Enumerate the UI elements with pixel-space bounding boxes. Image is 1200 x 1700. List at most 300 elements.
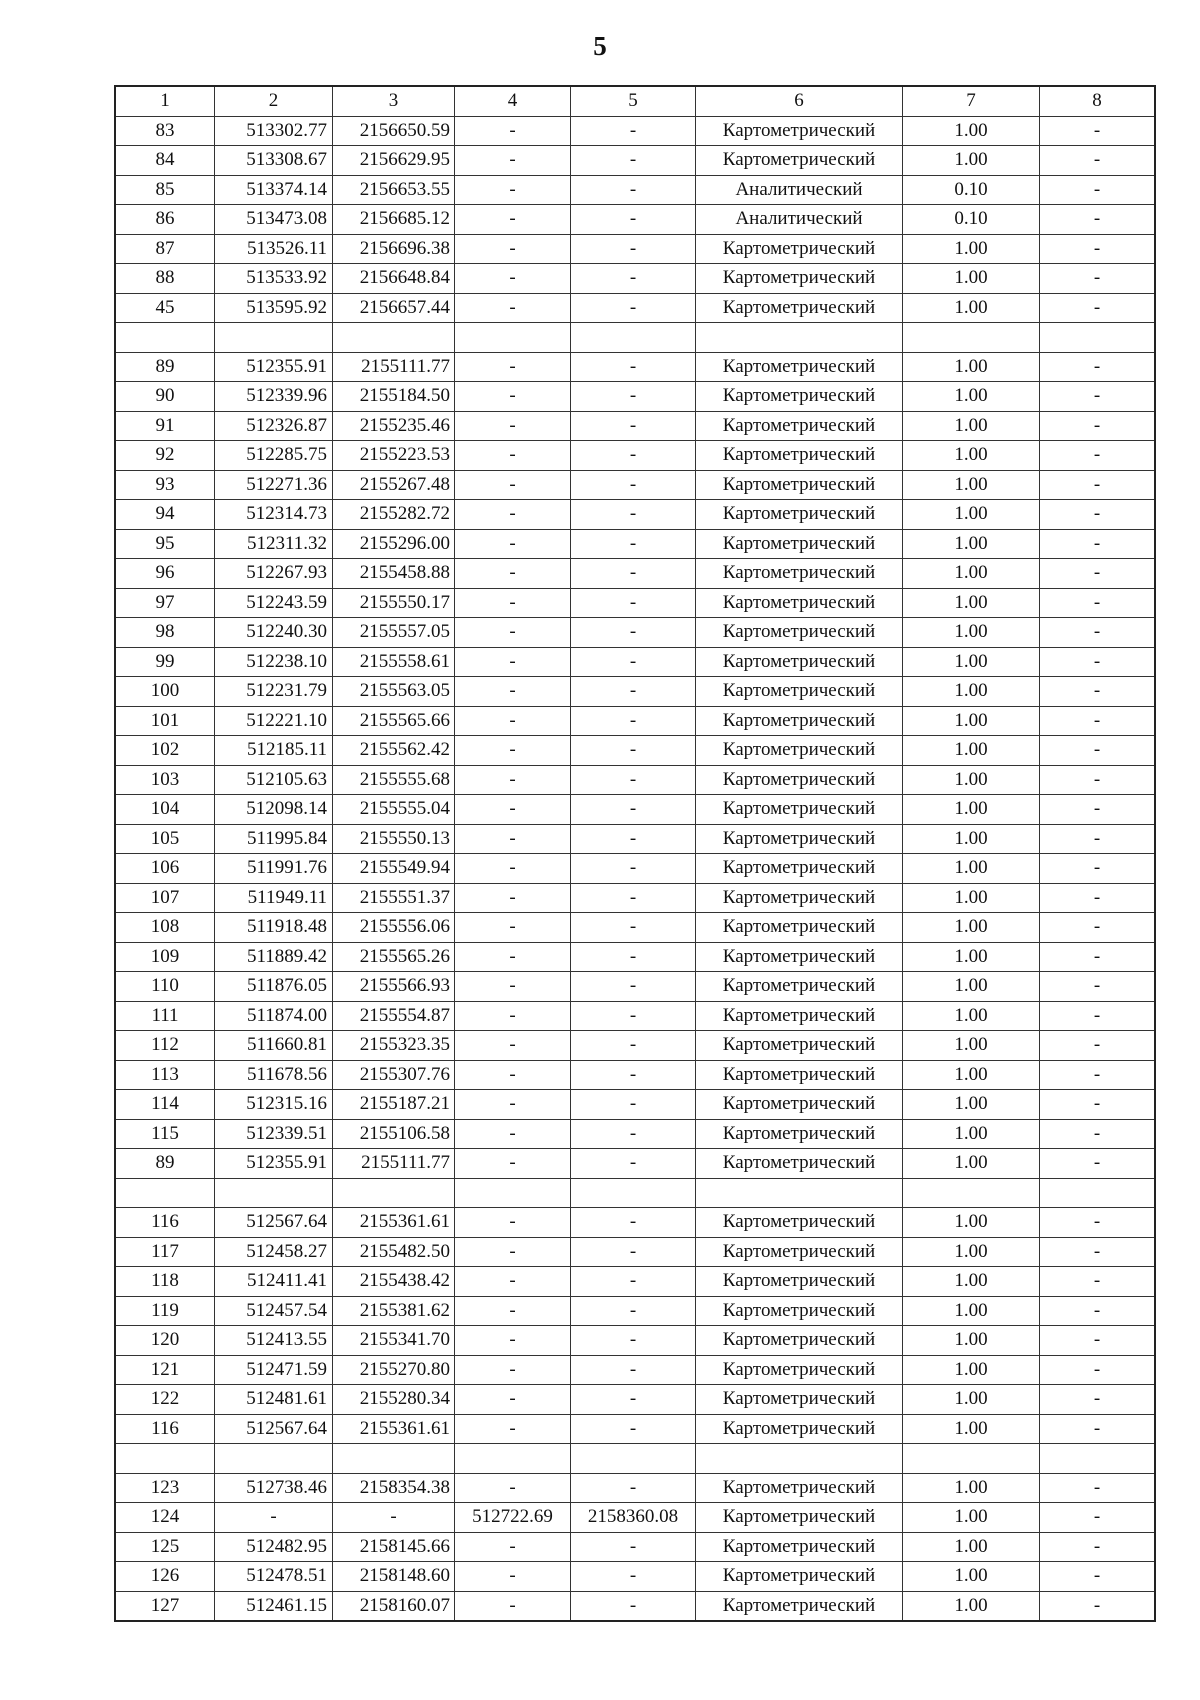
table-cell: Картометрический bbox=[696, 1414, 903, 1444]
table-cell: 513302.77 bbox=[215, 116, 333, 146]
table-cell: 2155223.53 bbox=[333, 441, 455, 471]
table-cell: 1.00 bbox=[903, 234, 1040, 264]
table-row bbox=[115, 736, 1155, 766]
table-cell: 92 bbox=[115, 441, 215, 471]
table-cell: - bbox=[571, 1562, 696, 1592]
table-cell: 2158145.66 bbox=[333, 1532, 455, 1562]
table-cell: 2156650.59 bbox=[333, 116, 455, 146]
table-row bbox=[115, 529, 1155, 559]
table-cell: - bbox=[571, 677, 696, 707]
table-cell: - bbox=[455, 1090, 571, 1120]
table-cell: 2155554.87 bbox=[333, 1001, 455, 1031]
table-cell: 512105.63 bbox=[215, 765, 333, 795]
table-cell: - bbox=[455, 795, 571, 825]
table-cell: - bbox=[455, 1149, 571, 1179]
table-cell: Картометрический bbox=[696, 500, 903, 530]
table-cell: - bbox=[1040, 116, 1156, 146]
table-cell: - bbox=[455, 1473, 571, 1503]
table-cell: 512098.14 bbox=[215, 795, 333, 825]
table-cell: 1.00 bbox=[903, 736, 1040, 766]
table-cell: - bbox=[571, 1414, 696, 1444]
table-row bbox=[115, 972, 1155, 1002]
table-cell: - bbox=[571, 618, 696, 648]
table-cell: - bbox=[455, 1031, 571, 1061]
table-row bbox=[115, 1326, 1155, 1356]
table-row bbox=[115, 913, 1155, 943]
table-cell: 97 bbox=[115, 588, 215, 618]
table-cell: - bbox=[455, 706, 571, 736]
table-cell: - bbox=[1040, 795, 1156, 825]
table-row bbox=[115, 500, 1155, 530]
table-cell: Картометрический bbox=[696, 736, 903, 766]
table-cell: Аналитический bbox=[696, 205, 903, 235]
table-cell: - bbox=[1040, 1296, 1156, 1326]
table-cell: - bbox=[1040, 942, 1156, 972]
table-body bbox=[115, 116, 1155, 1621]
table-cell: Картометрический bbox=[696, 588, 903, 618]
table-cell: 100 bbox=[115, 677, 215, 707]
table-cell: Картометрический bbox=[696, 913, 903, 943]
table-cell: 2155267.48 bbox=[333, 470, 455, 500]
table-cell: - bbox=[1040, 1591, 1156, 1621]
table-row bbox=[115, 1473, 1155, 1503]
table-cell: - bbox=[1040, 913, 1156, 943]
table-cell: 1.00 bbox=[903, 765, 1040, 795]
table-cell: 512326.87 bbox=[215, 411, 333, 441]
table-row bbox=[115, 706, 1155, 736]
table-row bbox=[115, 1532, 1155, 1562]
table-cell: Картометрический bbox=[696, 1503, 903, 1533]
table-cell: - bbox=[1040, 677, 1156, 707]
table-cell: - bbox=[1040, 736, 1156, 766]
table-cell: - bbox=[333, 1503, 455, 1533]
table-cell: 2158354.38 bbox=[333, 1473, 455, 1503]
table-cell: Картометрический bbox=[696, 1149, 903, 1179]
table-cell: 1.00 bbox=[903, 441, 1040, 471]
table-row bbox=[115, 795, 1155, 825]
table-cell: 2155558.61 bbox=[333, 647, 455, 677]
page-number: 5 bbox=[593, 31, 607, 61]
table-cell: 124 bbox=[115, 1503, 215, 1533]
table-cell: - bbox=[571, 588, 696, 618]
table-cell: 1.00 bbox=[903, 411, 1040, 441]
table-cell: 513533.92 bbox=[215, 264, 333, 294]
table-cell: 1.00 bbox=[903, 1296, 1040, 1326]
table-cell: 118 bbox=[115, 1267, 215, 1297]
table-cell: 2156629.95 bbox=[333, 146, 455, 176]
table-cell: 512311.32 bbox=[215, 529, 333, 559]
table-cell: 45 bbox=[115, 293, 215, 323]
table-cell: - bbox=[455, 972, 571, 1002]
table-cell: - bbox=[455, 824, 571, 854]
table-cell: 513526.11 bbox=[215, 234, 333, 264]
table-cell: - bbox=[455, 500, 571, 530]
table-cell: 2155550.13 bbox=[333, 824, 455, 854]
table-cell: 512240.30 bbox=[215, 618, 333, 648]
table-cell: 1.00 bbox=[903, 1562, 1040, 1592]
table-cell: 2156657.44 bbox=[333, 293, 455, 323]
table-cell: 104 bbox=[115, 795, 215, 825]
table-row bbox=[115, 942, 1155, 972]
table-cell: - bbox=[1040, 1355, 1156, 1385]
table-cell: 1.00 bbox=[903, 1503, 1040, 1533]
table-row bbox=[115, 323, 1155, 353]
table-cell: 1.00 bbox=[903, 1414, 1040, 1444]
table-cell: 2155361.61 bbox=[333, 1414, 455, 1444]
table-cell: - bbox=[1040, 883, 1156, 913]
table-row bbox=[115, 116, 1155, 146]
table-cell: 1.00 bbox=[903, 942, 1040, 972]
table-cell: 2155282.72 bbox=[333, 500, 455, 530]
table-cell: 1.00 bbox=[903, 913, 1040, 943]
column-header: 5 bbox=[571, 86, 696, 116]
table-cell: - bbox=[455, 1237, 571, 1267]
table-cell: - bbox=[1040, 1001, 1156, 1031]
table-cell: 107 bbox=[115, 883, 215, 913]
table-cell: 512567.64 bbox=[215, 1414, 333, 1444]
table-cell: Картометрический bbox=[696, 1591, 903, 1621]
table-cell: Картометрический bbox=[696, 529, 903, 559]
table-cell: 2156653.55 bbox=[333, 175, 455, 205]
table-cell: 1.00 bbox=[903, 1031, 1040, 1061]
table-cell bbox=[571, 1444, 696, 1474]
table-cell bbox=[1040, 1178, 1156, 1208]
table-cell: Картометрический bbox=[696, 883, 903, 913]
table-cell: - bbox=[1040, 264, 1156, 294]
table-cell: - bbox=[1040, 824, 1156, 854]
table-cell bbox=[696, 1178, 903, 1208]
table-cell: - bbox=[571, 883, 696, 913]
table-cell: Картометрический bbox=[696, 795, 903, 825]
table-row bbox=[115, 1119, 1155, 1149]
table-row bbox=[115, 1355, 1155, 1385]
table-cell: - bbox=[1040, 146, 1156, 176]
table-cell: 513308.67 bbox=[215, 146, 333, 176]
table-cell: 87 bbox=[115, 234, 215, 264]
table-cell: 116 bbox=[115, 1208, 215, 1238]
table-cell: 93 bbox=[115, 470, 215, 500]
table-cell: 512315.16 bbox=[215, 1090, 333, 1120]
table-cell: 2155557.05 bbox=[333, 618, 455, 648]
table-row bbox=[115, 234, 1155, 264]
table-cell: - bbox=[455, 116, 571, 146]
table-cell bbox=[696, 1444, 903, 1474]
table-cell: 127 bbox=[115, 1591, 215, 1621]
table-cell: - bbox=[1040, 352, 1156, 382]
table-cell: Картометрический bbox=[696, 677, 903, 707]
table-cell: - bbox=[571, 529, 696, 559]
table-cell bbox=[215, 323, 333, 353]
table-cell: 85 bbox=[115, 175, 215, 205]
table-cell: - bbox=[571, 559, 696, 589]
table-cell: 113 bbox=[115, 1060, 215, 1090]
table-cell bbox=[455, 323, 571, 353]
table-row bbox=[115, 1503, 1155, 1533]
table-cell: - bbox=[571, 942, 696, 972]
table-cell: 2155381.62 bbox=[333, 1296, 455, 1326]
table-row bbox=[115, 1060, 1155, 1090]
column-header: 2 bbox=[215, 86, 333, 116]
table-cell: 89 bbox=[115, 352, 215, 382]
table-cell: 1.00 bbox=[903, 293, 1040, 323]
table-cell: - bbox=[571, 1208, 696, 1238]
table-cell: 2155307.76 bbox=[333, 1060, 455, 1090]
table-cell: Картометрический bbox=[696, 470, 903, 500]
table-cell: 513374.14 bbox=[215, 175, 333, 205]
table-cell bbox=[215, 1444, 333, 1474]
table-cell: - bbox=[1040, 1208, 1156, 1238]
table-row bbox=[115, 1267, 1155, 1297]
table-cell: Картометрический bbox=[696, 1060, 903, 1090]
table-cell: Картометрический bbox=[696, 647, 903, 677]
table-cell: 1.00 bbox=[903, 972, 1040, 1002]
table-cell: 511876.05 bbox=[215, 972, 333, 1002]
table-cell: - bbox=[571, 736, 696, 766]
table-cell: 111 bbox=[115, 1001, 215, 1031]
table-cell: 95 bbox=[115, 529, 215, 559]
table-cell: Картометрический bbox=[696, 1001, 903, 1031]
table-cell: - bbox=[1040, 1385, 1156, 1415]
table-cell: 512243.59 bbox=[215, 588, 333, 618]
table-row bbox=[115, 765, 1155, 795]
table-cell: - bbox=[455, 1414, 571, 1444]
table-cell: Картометрический bbox=[696, 1473, 903, 1503]
table-cell: 110 bbox=[115, 972, 215, 1002]
table-cell: - bbox=[455, 352, 571, 382]
table-cell: - bbox=[455, 1385, 571, 1415]
table-cell: 1.00 bbox=[903, 883, 1040, 913]
table-cell: 1.00 bbox=[903, 1355, 1040, 1385]
table-cell: 94 bbox=[115, 500, 215, 530]
table-cell: - bbox=[571, 1473, 696, 1503]
table-cell: Картометрический bbox=[696, 1119, 903, 1149]
table-cell: Картометрический bbox=[696, 618, 903, 648]
table-cell: 1.00 bbox=[903, 1326, 1040, 1356]
table-cell: 512355.91 bbox=[215, 1149, 333, 1179]
table-cell bbox=[455, 1178, 571, 1208]
table-cell: Картометрический bbox=[696, 1355, 903, 1385]
table-cell bbox=[903, 1178, 1040, 1208]
table-cell bbox=[333, 1444, 455, 1474]
table-cell: 2156648.84 bbox=[333, 264, 455, 294]
table-cell: 2155341.70 bbox=[333, 1326, 455, 1356]
table-cell: 511949.11 bbox=[215, 883, 333, 913]
table-cell: 2155280.34 bbox=[333, 1385, 455, 1415]
table-cell: - bbox=[571, 1326, 696, 1356]
table-cell: - bbox=[571, 1090, 696, 1120]
table-cell: 102 bbox=[115, 736, 215, 766]
table-cell: 512722.69 bbox=[455, 1503, 571, 1533]
table-cell bbox=[115, 1444, 215, 1474]
table-cell: - bbox=[455, 1355, 571, 1385]
table-cell: Картометрический bbox=[696, 1562, 903, 1592]
table-cell: 0.10 bbox=[903, 205, 1040, 235]
table-cell: Картометрический bbox=[696, 441, 903, 471]
table-cell: 2155323.35 bbox=[333, 1031, 455, 1061]
table-cell: 2155111.77 bbox=[333, 1149, 455, 1179]
table-cell: - bbox=[455, 234, 571, 264]
table-cell: - bbox=[455, 1119, 571, 1149]
table-cell bbox=[333, 323, 455, 353]
table-cell: - bbox=[571, 913, 696, 943]
table-cell: - bbox=[1040, 1562, 1156, 1592]
table-cell: 512457.54 bbox=[215, 1296, 333, 1326]
table-cell: 103 bbox=[115, 765, 215, 795]
table-cell: 2155106.58 bbox=[333, 1119, 455, 1149]
table-row bbox=[115, 1562, 1155, 1592]
table-row bbox=[115, 1237, 1155, 1267]
table-cell: Картометрический bbox=[696, 411, 903, 441]
table-cell: - bbox=[571, 1060, 696, 1090]
table-cell: 2155438.42 bbox=[333, 1267, 455, 1297]
table-cell: - bbox=[571, 1296, 696, 1326]
table-cell: 105 bbox=[115, 824, 215, 854]
table-cell: 1.00 bbox=[903, 146, 1040, 176]
table-cell: 1.00 bbox=[903, 1237, 1040, 1267]
table-cell: - bbox=[571, 647, 696, 677]
table-cell: Картометрический bbox=[696, 1385, 903, 1415]
table-cell: - bbox=[571, 205, 696, 235]
table-cell: 512482.95 bbox=[215, 1532, 333, 1562]
column-header: 8 bbox=[1040, 86, 1156, 116]
table-cell: 512738.46 bbox=[215, 1473, 333, 1503]
table-cell: - bbox=[455, 618, 571, 648]
table-cell: 1.00 bbox=[903, 1385, 1040, 1415]
table-cell: 1.00 bbox=[903, 382, 1040, 412]
table-row bbox=[115, 205, 1155, 235]
table-cell: 1.00 bbox=[903, 618, 1040, 648]
table-row bbox=[115, 1414, 1155, 1444]
table-cell: 1.00 bbox=[903, 1149, 1040, 1179]
table-cell bbox=[1040, 323, 1156, 353]
table-cell: - bbox=[571, 972, 696, 1002]
table-cell: 1.00 bbox=[903, 1267, 1040, 1297]
table-cell: 2155458.88 bbox=[333, 559, 455, 589]
table-cell: - bbox=[1040, 1060, 1156, 1090]
column-header: 3 bbox=[333, 86, 455, 116]
table-cell: - bbox=[571, 1001, 696, 1031]
table-cell: - bbox=[1040, 1119, 1156, 1149]
table-row bbox=[115, 677, 1155, 707]
table-cell: - bbox=[455, 1296, 571, 1326]
table-row bbox=[115, 883, 1155, 913]
table-cell: Картометрический bbox=[696, 234, 903, 264]
table-cell: - bbox=[455, 677, 571, 707]
table-cell: - bbox=[1040, 411, 1156, 441]
table-cell: - bbox=[571, 1355, 696, 1385]
table-cell: 2155562.42 bbox=[333, 736, 455, 766]
table-cell: - bbox=[1040, 854, 1156, 884]
table-cell bbox=[571, 1178, 696, 1208]
table-cell: - bbox=[1040, 234, 1156, 264]
table-cell: - bbox=[455, 1267, 571, 1297]
table-row bbox=[115, 411, 1155, 441]
table-cell: 512339.96 bbox=[215, 382, 333, 412]
table-row bbox=[115, 382, 1155, 412]
table-cell: 1.00 bbox=[903, 854, 1040, 884]
table-cell: 512458.27 bbox=[215, 1237, 333, 1267]
table-cell: 123 bbox=[115, 1473, 215, 1503]
table-cell: 1.00 bbox=[903, 352, 1040, 382]
table-cell: 120 bbox=[115, 1326, 215, 1356]
table-cell bbox=[333, 1178, 455, 1208]
table-cell: - bbox=[1040, 1031, 1156, 1061]
table-cell: 122 bbox=[115, 1385, 215, 1415]
table-cell bbox=[903, 1444, 1040, 1474]
table-cell: 96 bbox=[115, 559, 215, 589]
table-cell: 511660.81 bbox=[215, 1031, 333, 1061]
table-cell: Картометрический bbox=[696, 352, 903, 382]
table-cell: 511678.56 bbox=[215, 1060, 333, 1090]
table-cell: - bbox=[1040, 1532, 1156, 1562]
table-row bbox=[115, 1208, 1155, 1238]
table-cell: 1.00 bbox=[903, 1060, 1040, 1090]
table-cell: 83 bbox=[115, 116, 215, 146]
table-cell: 101 bbox=[115, 706, 215, 736]
column-header: 4 bbox=[455, 86, 571, 116]
table-cell: 1.00 bbox=[903, 706, 1040, 736]
table-cell: 2158148.60 bbox=[333, 1562, 455, 1592]
table-cell: 1.00 bbox=[903, 677, 1040, 707]
table-cell: 2155566.93 bbox=[333, 972, 455, 1002]
table-cell: Картометрический bbox=[696, 1532, 903, 1562]
table-cell: - bbox=[571, 264, 696, 294]
table-row bbox=[115, 1178, 1155, 1208]
table-cell: 1.00 bbox=[903, 264, 1040, 294]
table-cell: - bbox=[571, 352, 696, 382]
table-row bbox=[115, 559, 1155, 589]
table-cell: 108 bbox=[115, 913, 215, 943]
table-cell: - bbox=[571, 382, 696, 412]
table-row bbox=[115, 1031, 1155, 1061]
table-cell: - bbox=[1040, 1149, 1156, 1179]
table-cell: - bbox=[455, 736, 571, 766]
table-cell: - bbox=[1040, 765, 1156, 795]
table-cell: 512185.11 bbox=[215, 736, 333, 766]
column-header: 1 bbox=[115, 86, 215, 116]
table-cell bbox=[903, 323, 1040, 353]
table-cell: Картометрический bbox=[696, 293, 903, 323]
table-row bbox=[115, 293, 1155, 323]
table-row bbox=[115, 588, 1155, 618]
table-cell: - bbox=[1040, 1326, 1156, 1356]
table-cell: - bbox=[215, 1503, 333, 1533]
table-cell: - bbox=[455, 264, 571, 294]
table-cell: Картометрический bbox=[696, 942, 903, 972]
table-cell: - bbox=[455, 293, 571, 323]
table-cell: - bbox=[571, 293, 696, 323]
table-row bbox=[115, 352, 1155, 382]
table-cell: 106 bbox=[115, 854, 215, 884]
table-cell: 512339.51 bbox=[215, 1119, 333, 1149]
table-cell: 2156696.38 bbox=[333, 234, 455, 264]
table-cell: 512267.93 bbox=[215, 559, 333, 589]
table-cell: 2155111.77 bbox=[333, 352, 455, 382]
table-cell: - bbox=[455, 647, 571, 677]
table-cell: Картометрический bbox=[696, 854, 903, 884]
table-cell: 511918.48 bbox=[215, 913, 333, 943]
table-cell: - bbox=[571, 441, 696, 471]
table-cell: 1.00 bbox=[903, 1473, 1040, 1503]
table-cell: - bbox=[1040, 1237, 1156, 1267]
table-cell: 91 bbox=[115, 411, 215, 441]
table-cell: 1.00 bbox=[903, 1119, 1040, 1149]
table-cell: - bbox=[571, 854, 696, 884]
table-cell: Аналитический bbox=[696, 175, 903, 205]
table-cell: 2155556.06 bbox=[333, 913, 455, 943]
table-cell: 512478.51 bbox=[215, 1562, 333, 1592]
table-cell: Картометрический bbox=[696, 382, 903, 412]
